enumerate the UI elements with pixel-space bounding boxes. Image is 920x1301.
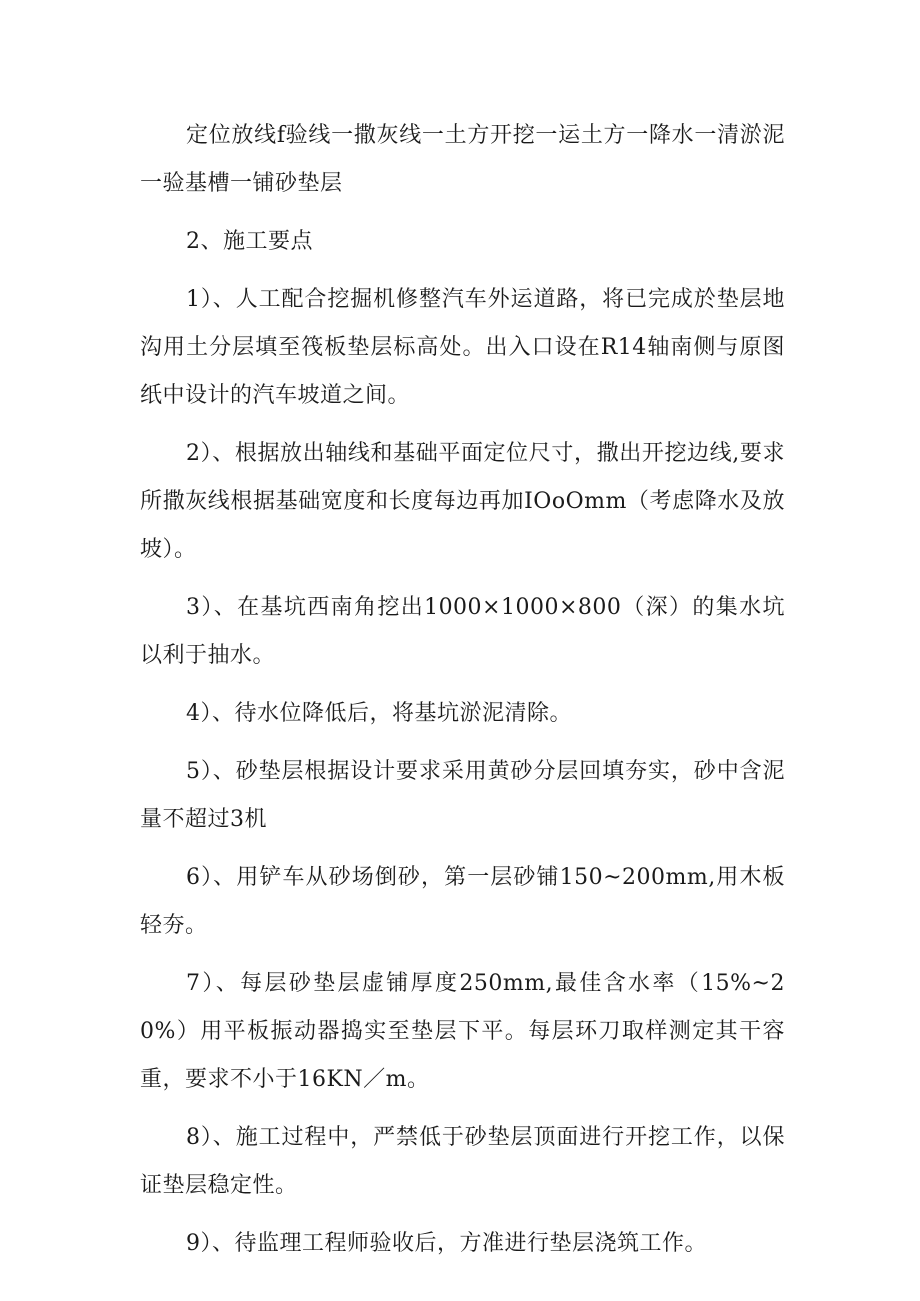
- point-5-paragraph: 5）、砂垫层根据设计要求采用黄砂分层回填夯实，砂中含泥量不超过3机: [140, 759, 785, 832]
- point-1-paragraph: 1）、人工配合挖掘机修整汽车外运道路，将已完成於垫层地沟用土分层填至筏板垫层标高处。出入口设在R14轴南侧与原图纸中设计的汽车坡道之间。: [140, 287, 785, 408]
- point-9-paragraph: 9）、待监理工程师验收后，方准进行垫层浇筑工作。: [186, 1231, 707, 1256]
- point-3-paragraph: 3）、在基坑西南角挖出1000×1000×800（深）的集水坑以利于抽水。: [140, 595, 785, 668]
- process-flow-paragraph: 定位放线f验线一撒灰线一土方开挖一运土方一降水一清淤泥一验基槽一铺砂垫层: [140, 123, 785, 196]
- point-4-paragraph: 4）、待水位降低后，将基坑淤泥清除。: [186, 701, 572, 726]
- point-2-paragraph: 2）、根据放出轴线和基础平面定位尺寸，撒出开挖边线,要求所撒灰线根据基础宽度和长度每边再加IOoOmm（考虑降水及放坡）。: [140, 441, 785, 562]
- section-heading-construction-points: 2、施工要点: [186, 229, 313, 254]
- document-page: [140, 112, 785, 1278]
- point-8-paragraph: 8）、施工过程中，严禁低于砂垫层顶面进行开挖工作，以保证垫层稳定性。: [140, 1125, 785, 1198]
- point-7-paragraph: 7）、每层砂垫层虚铺厚度250mm,最佳含水率（15%~20%）用平板振动器捣实至垫层下平。每层环刀取样测定其干容重，要求不小于16KN／m。: [140, 971, 785, 1092]
- point-6-paragraph: 6）、用铲车从砂场倒砂，第一层砂铺150~200mm,用木板轻夯。: [140, 865, 785, 938]
